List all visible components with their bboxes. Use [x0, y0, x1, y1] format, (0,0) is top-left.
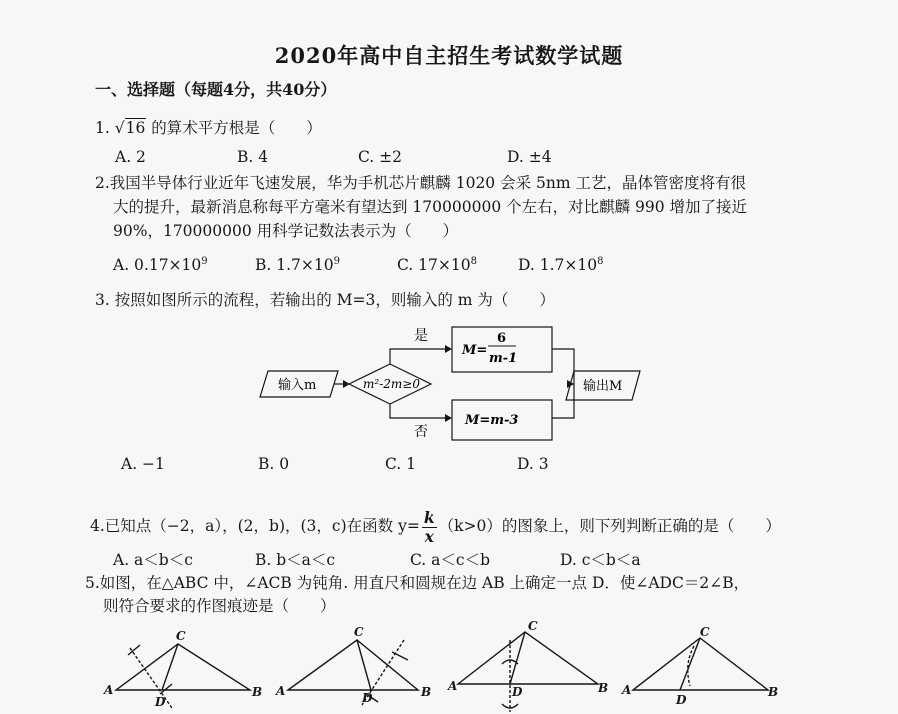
flow-no-label: 否 [414, 424, 428, 440]
q4-option-d: D. c＜b＜a [560, 551, 641, 569]
q3-text: 3. 按照如图所示的流程，若输出的 M=3，则输入的 m 为（ ） [95, 291, 555, 309]
fig4-label-a: A [622, 683, 632, 697]
q1-option-b: B. 4 [237, 148, 269, 166]
q2-line-2: 大的提升，最新消息称每平方毫米有望达到 170000000 个左右，对比麒麟 990 增加了接近 [113, 198, 748, 216]
q4-denominator: x [424, 526, 434, 546]
fig3-label-c: C [528, 619, 538, 633]
q5-line-2: 则符合要求的作图痕迹是（ ） [103, 597, 336, 615]
fig4-label-b: B [768, 685, 779, 699]
q2-line-1: 2.我国半导体行业近年飞速发展，华为手机芯片麒麟 1020 会采 5nm 工艺，晶体管密度将有很 [95, 174, 746, 192]
fig1-label-d: D [155, 695, 166, 709]
flow-output-label: 输出M [583, 379, 623, 394]
q4-numerator: k [423, 508, 435, 527]
fig3-label-d: D [512, 685, 523, 699]
flow-bottom-label: M=m-3 [465, 413, 519, 428]
flow-input-label: 输入m [278, 378, 317, 393]
fig2-label-d: D [362, 691, 373, 705]
q4-post: （k>0）的图象上，则下列判断正确的是（ ） [438, 517, 781, 535]
flow-yes-label: 是 [414, 328, 428, 344]
fig3-label-b: B [598, 681, 609, 695]
q3-option-b: B. 0 [258, 455, 290, 473]
fig1-label-b: B [252, 685, 263, 699]
flow-top-den: m-1 [489, 351, 518, 366]
q5-figure-2 [288, 640, 418, 705]
q4-option-b: B. b＜a＜c [255, 551, 336, 569]
q1-sqrt: √16 [114, 119, 146, 137]
q5-figure-3 [458, 632, 598, 712]
q5-figure-1 [116, 644, 250, 708]
page-title: 2020年高中自主招生考试数学试题 [274, 43, 624, 68]
q1-text: 的算术平方根是（ ） [151, 119, 322, 137]
fig2-label-a: A [276, 684, 286, 698]
q3-option-a: A. −1 [121, 455, 165, 473]
q2-option-a-base: A. 0.17×10 [113, 256, 202, 275]
q1-option-d: D. ±4 [507, 148, 552, 166]
q4-option-a: A. a＜b＜c [113, 551, 193, 569]
fig2-label-b: B [421, 685, 432, 699]
q1-radicand: 16 [125, 119, 146, 137]
q4-pre: 4.已知点（−2，a），(2，b)，(3，c)在函数 y= [90, 517, 420, 535]
q1-option-c: C. ±2 [358, 148, 403, 166]
fig4-label-d: D [676, 693, 687, 707]
q3-option-d: D. 3 [517, 455, 549, 473]
q2-option-d-exp: 8 [597, 256, 604, 267]
q1-option-a: A. 2 [115, 148, 146, 166]
q2-option-c-exp: 8 [470, 256, 477, 267]
q3-option-c: C. 1 [385, 455, 417, 473]
flow-condition-label: m²-2m≥0 [363, 377, 420, 391]
q2-option-b-exp: 9 [333, 256, 340, 267]
fig3-label-a: A [448, 679, 458, 693]
fig1-label-c: C [176, 629, 186, 643]
q5-line-1: 5.如图，在△ABC 中，∠ACB 为钝角. 用直尺和圆规在边 AB 上确定一点 D．使∠ADC＝2∠B， [85, 574, 750, 592]
fig4-label-c: C [700, 625, 710, 639]
q2-option-b-base: B. 1.7×10 [255, 256, 334, 275]
flow-top-lhs: M= [462, 343, 488, 358]
q1-number: 1. [95, 119, 110, 137]
fig2-label-c: C [354, 625, 364, 639]
section-heading: 一、选择题（每题4分，共40分） [95, 80, 337, 99]
flow-top-num: 6 [497, 331, 507, 346]
q2-line-3: 90%，170000000 用科学记数法表示为（ ） [113, 222, 459, 240]
q2-option-a-exp: 9 [201, 256, 208, 267]
q5-figure-4 [633, 638, 768, 690]
fig1-label-a: A [104, 683, 114, 697]
q2-option-d-base: D. 1.7×10 [518, 256, 598, 275]
q2-option-c-base: C. 17×10 [397, 256, 471, 275]
q4-option-c: C. a＜c＜b [410, 551, 491, 569]
